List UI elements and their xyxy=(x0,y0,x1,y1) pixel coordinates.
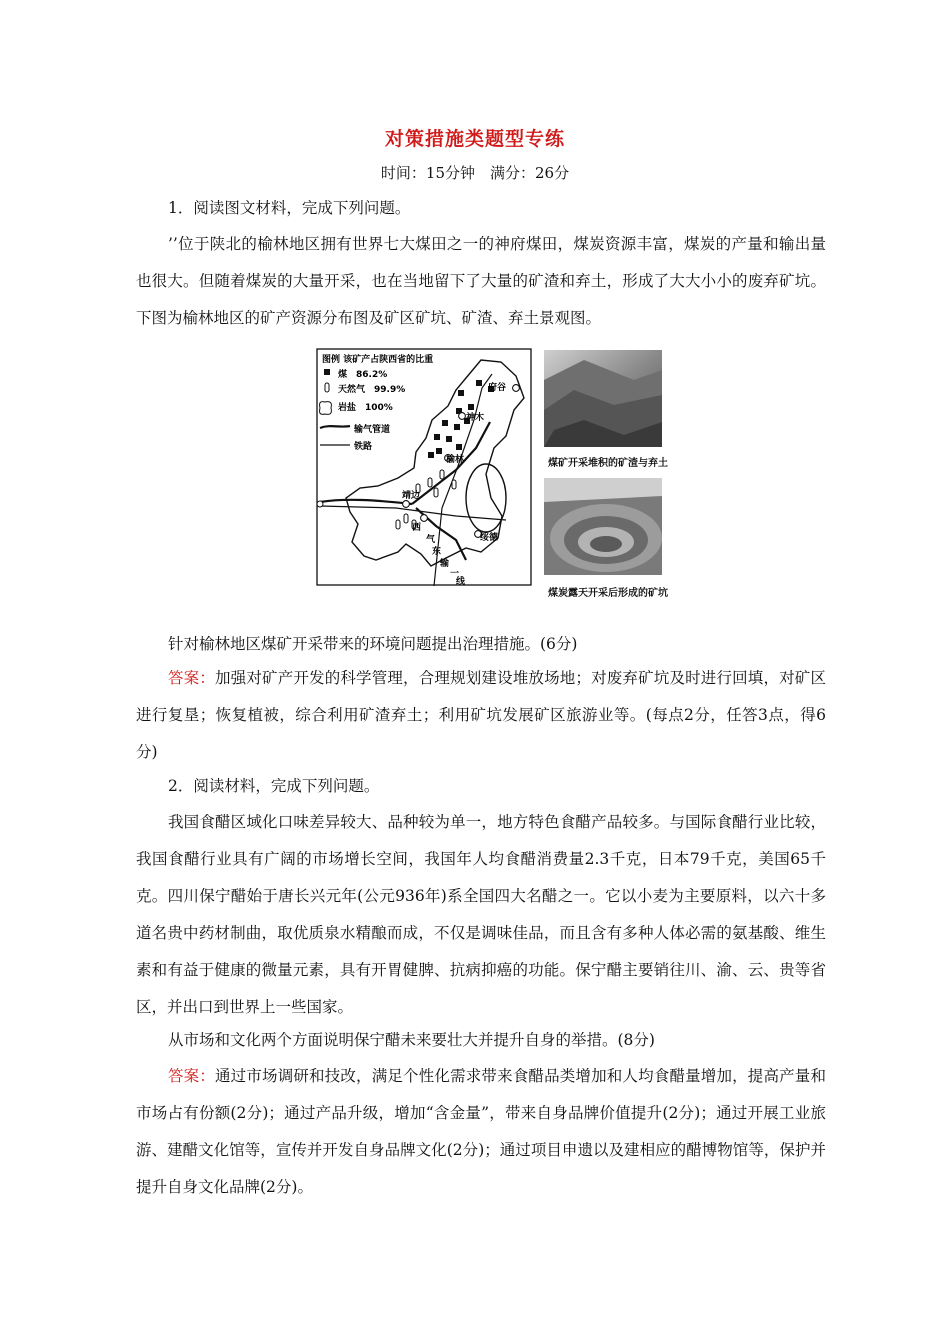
city-jingbian: 靖边 xyxy=(402,491,421,501)
legend-title: 图例 该矿产占陕西省的比重 xyxy=(322,355,434,365)
pipeline-label-1: 西 xyxy=(412,523,422,533)
legend-gas: 天然气 99.9% xyxy=(338,385,406,395)
q2-answer xyxy=(136,1058,826,1206)
photo-open-pit xyxy=(544,478,662,575)
page-title: 对策措施类题型专练 xyxy=(384,128,565,150)
pipeline-label-4: 输 xyxy=(440,559,450,569)
caption-open-pit: 煤炭露天开采后形成的矿坑 xyxy=(548,588,668,599)
city-yulin: 榆林 xyxy=(446,455,465,465)
q1-answer-text: 加强对矿产开发的科学管理，合理规划建设堆放场地；对废弃矿坑及时进行回填，对矿区进行复垦；恢复植被，综合利用矿渣弃土；利用矿坑发展矿区旅游业等。(每点2分，任答3点，得6分) xyxy=(136,669,826,761)
pipeline-label-2: 气 xyxy=(426,535,436,545)
city-shenmu: 神木 xyxy=(466,413,485,423)
pipeline-label-6: 线 xyxy=(456,577,466,587)
mineral-distribution-map xyxy=(316,348,532,588)
caption-mine-waste: 煤矿开采堆积的矿渣与弃土 xyxy=(548,458,668,469)
q1-stem: 1．阅读图文材料，完成下列问题。 xyxy=(168,199,411,217)
q2-stem: 2．阅读材料，完成下列问题。 xyxy=(168,777,380,795)
answer-label: 答案： xyxy=(168,1067,216,1085)
salt-icon xyxy=(320,402,332,415)
q2-material: 我国食醋区域化口味差异较大、品种较为单一，地方特色食醋产品较多。与国际食醋行业比较，我国食醋行业具有广阔的市场增长空间，我国年人均食醋消费量2.3千克，日本79千克，美国65千克。四川保宁醋始于唐长兴元年(公元936年)系全国四大名醋之一。它以小麦为主要原料，以六十多道名贵中药材制曲，取优质泉水精酿而成，不仅是调味佳品，而且含有多种人体必需的氨基酸、维生素和有益于健康的微量元素，具有开胃健脾、抗病抑癌的功能。保宁醋主要销往川、渝、云、贵等省区，并出口到世界上一些国家。 xyxy=(136,813,826,1016)
legend-railway: 铁路 xyxy=(354,442,373,452)
legend-salt: 岩盐 100% xyxy=(338,403,393,413)
legend-coal: 煤 86.2% xyxy=(338,370,388,380)
photo-mine-waste xyxy=(544,350,662,447)
legend-pipeline: 输气管道 xyxy=(354,425,391,435)
q1-question: 针对榆林地区煤矿开采带来的环境问题提出治理措施。(6分) xyxy=(168,635,578,653)
figure-yulin xyxy=(316,348,676,600)
pipeline-label-5: 一 xyxy=(450,569,460,579)
q1-material: ’’位于陕北的榆林地区拥有世界七大煤田之一的神府煤田，煤炭资源丰富，煤炭的产量和输出量也很大。但随着煤炭的大量开采，也在当地留下了大量的矿渣和弃土，形成了大大小小的废弃矿坑。下图为榆林地区的矿产资源分布图及矿区矿坑、矿渣、弃土景观图。 xyxy=(136,235,826,327)
answer-label: 答案： xyxy=(168,669,216,687)
city-suide: 绥德 xyxy=(480,533,499,543)
city-fugu: 府谷 xyxy=(488,383,507,393)
q2-question: 从市场和文化两个方面说明保宁醋未来要壮大并提升自身的举措。(8分) xyxy=(168,1031,655,1049)
time-score-line: 时间：15分钟 满分：26分 xyxy=(380,164,570,182)
pipeline-label-3: 东 xyxy=(432,547,442,557)
q2-answer-text: 通过市场调研和技改，满足个性化需求带来食醋品类增加和人均食醋量增加，提高产量和市场占有份额(2分)；通过产品升级，增加“含金量”，带来自身品牌价值提升(2分)；通过开展工业旅游、建醋文化馆等，宣传并开发自身品牌文化(2分)；通过项目申遗以及建相应的醋博物馆等，保护并提升自身文化品牌(2分)。 xyxy=(136,1067,826,1196)
q1-answer xyxy=(136,660,826,771)
